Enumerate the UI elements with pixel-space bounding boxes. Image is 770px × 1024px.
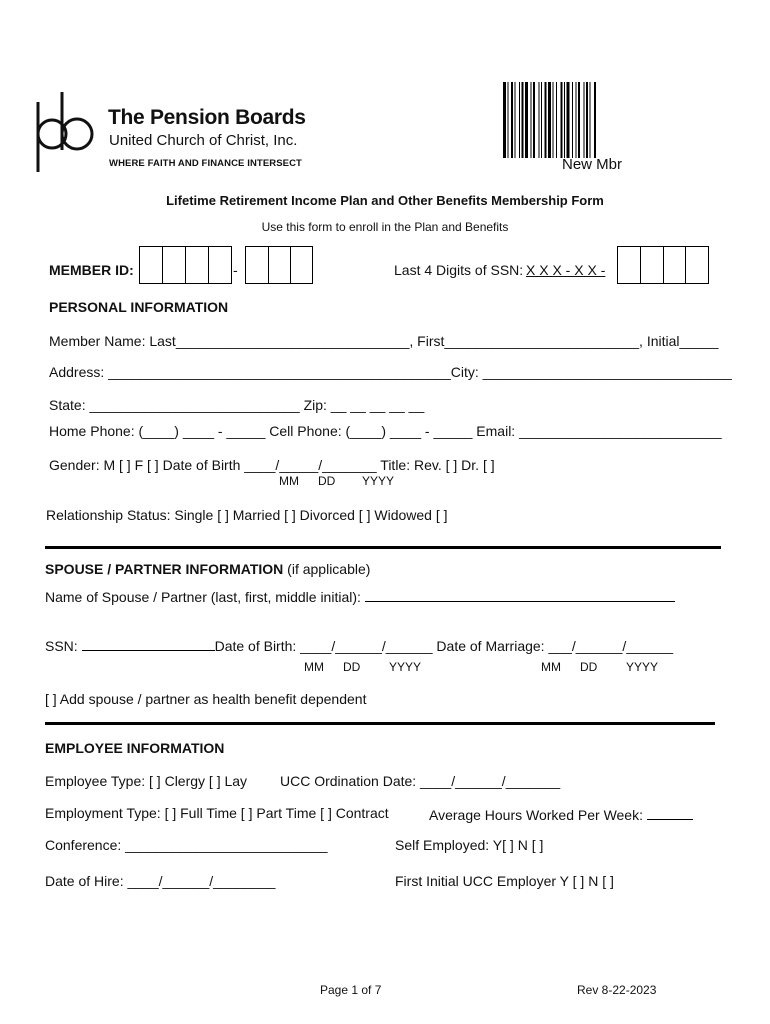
spouse-dob-yyyy-hint: YYYY [389, 660, 422, 674]
employee-heading: EMPLOYEE INFORMATION [45, 740, 225, 756]
marriage-mm-hint: MM [541, 660, 561, 674]
dob-yyyy-hint: YYYY [362, 474, 395, 488]
form-title: Lifetime Retirement Income Plan and Other Benefits Membership Form [166, 193, 604, 208]
spouse-dob-marriage: Date of Birth: ____/______/______ Date of Marriage: ___/______/______ [214, 638, 674, 654]
member-name-field[interactable]: Member Name: Last______________________________, First_________________________, Initial_____ [49, 333, 719, 349]
gender-dob-title-field[interactable]: Gender: M [ ] F [ ] Date of Birth ____/_____/_______ Title: Rev. [ ] Dr. [ ] [49, 457, 495, 473]
form-subtitle: Use this form to enroll in the Plan and Benefits [261, 220, 509, 234]
phone-email-field[interactable]: Home Phone: (____) ____ - _____ Cell Phone: (____) ____ - _____ Email: __________________________ [49, 423, 722, 439]
hours-per-week-field[interactable] [429, 805, 693, 823]
hours-label: Average Hours Worked Per Week: [429, 807, 647, 823]
org-name: The Pension Boards [108, 106, 306, 129]
revision-date: Rev 8-22-2023 [577, 983, 657, 997]
member-id-dash: - [233, 262, 238, 278]
hire-blank: ____/______/________ [127, 873, 276, 889]
pb-logo-icon [30, 88, 102, 176]
logo [30, 88, 306, 178]
dob-mm-hint: MM [279, 474, 299, 488]
spouse-heading [45, 561, 370, 577]
barcode-label: New Mbr [562, 156, 623, 173]
dob-dd-hint: DD [318, 474, 336, 488]
marriage-yyyy-hint: YYYY [626, 660, 659, 674]
date-of-hire-field[interactable] [45, 873, 275, 889]
employee-type-field[interactable]: Employee Type: [ ] Clergy [ ] Lay [45, 773, 248, 789]
org-tagline: WHERE FAITH AND FINANCE INTERSECT [109, 158, 302, 169]
personal-heading: PERSONAL INFORMATION [49, 299, 229, 315]
ssn-last4-box[interactable] [617, 246, 709, 284]
spouse-dob-mm-hint: MM [304, 660, 324, 674]
address-field[interactable]: Address: ____________________________________________City: ________________________________ [49, 364, 732, 380]
self-employed-field[interactable]: Self Employed: Y[ ] N [ ] [395, 837, 544, 853]
ssn-mask: X X X - X X - [526, 262, 606, 278]
spouse-heading-text: SPOUSE / PARTNER INFORMATION [45, 561, 284, 577]
spouse-dependent-checkbox[interactable]: [ ] Add spouse / partner as health benefit dependent [45, 691, 367, 707]
hire-label: Date of Hire: [45, 873, 128, 889]
page-number: Page 1 of 7 [320, 983, 382, 997]
org-subname: United Church of Christ, Inc. [109, 132, 298, 149]
member-id-box-1[interactable] [139, 246, 232, 284]
marriage-dd-hint: DD [580, 660, 598, 674]
ordination-date-field[interactable]: UCC Ordination Date: ____/______/_______ [280, 773, 561, 789]
section-divider-1 [45, 546, 721, 549]
first-ucc-employer-field[interactable]: First Initial UCC Employer Y [ ] N [ ] [395, 873, 614, 889]
employment-type-field[interactable]: Employment Type: [ ] Full Time [ ] Part Time [ ] Contract [45, 805, 389, 821]
conference-field[interactable]: Conference: __________________________ [45, 837, 328, 853]
spouse-heading-note: (if applicable) [283, 561, 371, 577]
barcode [503, 82, 649, 158]
section-divider-2 [45, 722, 715, 725]
state-zip-field[interactable]: State: ___________________________ Zip: __ __ __ __ __ [49, 397, 425, 413]
relationship-status-field[interactable]: Relationship Status: Single [ ] Married [ ] Divorced [ ] Widowed [ ] [46, 507, 448, 523]
member-id-label: MEMBER ID: [49, 262, 134, 278]
member-id-box-2[interactable] [245, 246, 313, 284]
ssn-last4-label: Last 4 Digits of SSN: [394, 262, 524, 278]
spouse-ssn-dob-field[interactable] [45, 636, 673, 654]
spouse-name-field[interactable] [45, 587, 675, 605]
spouse-ssn-label: SSN: [45, 638, 82, 654]
barcode-icon [503, 82, 649, 158]
spouse-name-label: Name of Spouse / Partner (last, first, middle initial): [45, 589, 365, 605]
spouse-dob-dd-hint: DD [343, 660, 361, 674]
